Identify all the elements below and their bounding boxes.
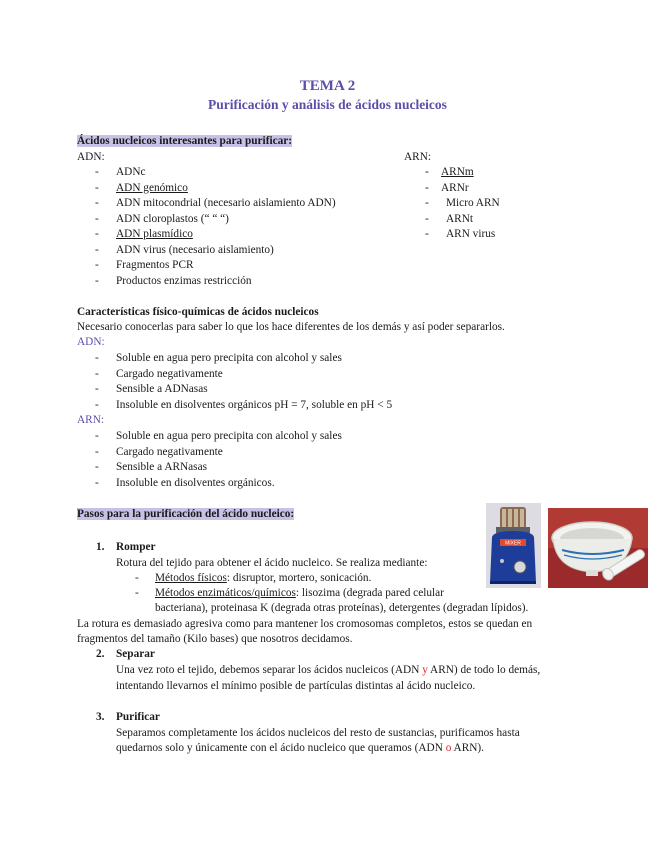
- mortar-pestle-image: [548, 508, 648, 588]
- list-item: ADN plasmídico: [116, 228, 193, 240]
- list-item: ARNm: [441, 166, 474, 178]
- section-heading-steps: Pasos para la purificación del ácido nucleico:: [77, 508, 295, 520]
- properties-intro: Necesario conocerlas para saber lo que los hace diferentes de los demás y así poder separarlos.: [77, 321, 505, 333]
- list-item: Sensible a ADNasas: [116, 383, 208, 395]
- step-title-purificar: Purificar: [116, 711, 160, 723]
- step3-line1: Separamos completamente los ácidos nucleicos del resto de sustancias, purificamos hasta: [116, 727, 520, 739]
- step-number: 2.: [96, 648, 105, 660]
- list-item: ADN cloroplastos (“ “ “): [116, 212, 229, 225]
- list-item: ADN virus (necesario aislamiento): [116, 243, 274, 256]
- list-item: ARN virus: [446, 228, 496, 240]
- list-item: ADN genómico: [116, 181, 188, 194]
- adn-label: ADN:: [77, 151, 105, 163]
- list-item: Micro ARN: [446, 197, 500, 209]
- step2-line2: intentando llevarnos el mínimo posible de partículas distintas al ácido nucleico.: [116, 680, 476, 692]
- step-number: 3.: [96, 711, 105, 723]
- vortex-brand-label: MIXER: [505, 540, 521, 547]
- section-heading-nucleic-acids: Ácidos nucleicos interesantes para purificar:: [77, 135, 293, 147]
- list-item: Soluble en agua pero precipita con alcohol y sales: [116, 352, 342, 364]
- section-heading-properties: Características físico-químicas de ácidos nucleicos: [77, 306, 319, 318]
- step1-note-line1: La rotura es demasiado agresiva como para mantener los cromosomas completos, estos se quedan en: [77, 618, 533, 630]
- step2-line1: Una vez roto el tejido, debemos separar los ácidos nucleicos (ADN y ARN) de todo lo demás,: [116, 664, 541, 676]
- step1-note-line2: fragmentos del tamaño (Kilo bases) que nosotros decidamos.: [77, 633, 353, 645]
- step3-line2: quedarnos solo y únicamente con el ácido nucleico que queramos (ADN o ARN).: [116, 742, 484, 754]
- list-item: Insoluble en disolventes orgánicos pH = 7, soluble en pH < 5: [116, 398, 393, 411]
- step-title-separar: Separar: [116, 648, 155, 660]
- arn-properties-label: ARN:: [77, 414, 104, 426]
- list-item: Cargado negativamente: [116, 445, 223, 458]
- page-title: TEMA 2: [299, 78, 356, 94]
- list-item: ADNc: [116, 166, 146, 178]
- page-subtitle: Purificación y análisis de ácidos nucleicos: [208, 97, 447, 112]
- list-item: Insoluble en disolventes orgánicos.: [116, 476, 275, 489]
- step1-text: Rotura del tejido para obtener el ácido nucleico. Se realiza mediante:: [116, 557, 428, 569]
- list-item: Soluble en agua pero precipita con alcohol y sales: [116, 430, 342, 442]
- step-number: 1.: [96, 541, 105, 553]
- arn-label: ARN:: [404, 151, 431, 163]
- method-physical: Métodos físicos: disruptor, mortero, sonicación.: [155, 572, 372, 584]
- step-title-romper: Romper: [116, 541, 156, 553]
- adn-properties-label: ADN:: [77, 336, 105, 348]
- list-item: ARNt: [446, 212, 473, 225]
- method-enzymatic-cont: bacteriana), proteinasa K (degrada otras proteínas), detergentes (degradan lípidos).: [155, 602, 529, 614]
- method-enzymatic: Métodos enzimáticos/químicos: lisozima (degrada pared celular: [155, 587, 444, 599]
- list-item: Sensible a ARNasas: [116, 461, 207, 473]
- vortex-mixer-image: [486, 503, 541, 588]
- list-item: Productos enzimas restricción: [116, 274, 252, 287]
- list-item: ADN mitocondrial (necesario aislamiento ADN): [116, 197, 336, 209]
- list-item: ARNr: [441, 181, 469, 194]
- list-item: Fragmentos PCR: [116, 259, 194, 271]
- list-item: Cargado negativamente: [116, 367, 223, 380]
